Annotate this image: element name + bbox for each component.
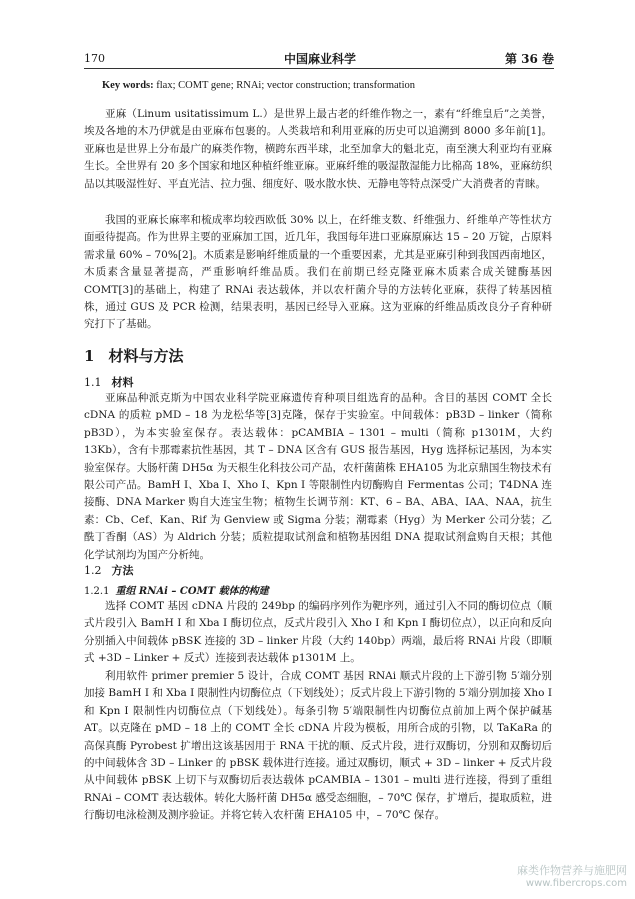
section-number: 1 <box>84 347 95 365</box>
page-number: 170 <box>84 52 105 65</box>
subsection-number: 1.1 <box>84 376 102 389</box>
keywords-text: flax; COMT gene; RNAi; vector construction; transformation <box>153 80 416 91</box>
subsubsection-number: 1.2.1 <box>84 586 110 597</box>
materials-paragraph: 亚麻品种派克斯为中国农业科学院亚麻遗传育种项目组选育的品种。含目的基因 COMT 全长 cDNA 的质粒 pMD – 18 为龙松华等[3]克隆，保存于实验室。中间载体：pB3D – linker（简称 pB3D），为本实验室保存。表达载体：pCAMBIA – 1301 – multi（简称 p1301M，大约 13Kb），含有卡那霉素抗性基因，其 T – DNA 区含有 GUS 报告基因，Hyg 选择标记基因，为本实验室保存。大肠杆菌 DH5α 为天根生化科技公司产品，农杆菌菌株 EHA105 为北京鼎国生物技术有限公司产品。BamH Ⅰ、Xba Ⅰ、Xho Ⅰ、Kpn Ⅰ 等限制性内切酶购自 Fermentas 公司；T4DNA 连接酶、DNA Marker 购自大连宝生物；植物生长调节剂：KT、6 – BA、ABA、IAA、NAA，抗生素：Cb、Cef、Kan、Rif 为 Genview 或 Sigma 分装；潮霉素（Hyg）为 Merker 公司分装；乙酰丁香酮（AS）为 Aldrich 分装；质粒提取试剂盒和植物基因组 DNA 提取试剂盒购自天根；其他化学试剂均为国产分析纯。 <box>84 392 552 561</box>
subsection-number: 1.2 <box>84 564 102 577</box>
subsubsection-title: 重组 RNAi – COMT 载体的构建 <box>115 586 269 597</box>
page-header <box>84 48 554 69</box>
site-watermark <box>517 862 627 889</box>
journal-title: 中国麻业科学 <box>284 52 357 66</box>
subsection-title: 方法 <box>111 564 134 577</box>
intro-paragraph-2: 我国的亚麻长麻率和梳成率均较西欧低 30% 以上，在纤维支数、纤维强力、纤维单产等性状方面亟待提高。作为世界主要的亚麻加工国，近几年，我国每年进口亚麻原麻达 15 – 20 万锭，占原料需求量 60% – 70%[2]。木质素是影响纤维质量的一个重要因素，尤其是亚麻引种到我国西南地区，木质素含量显著提高，严重影响纤维品质。我们在前期已经克隆亚麻木质素合成关键酶基因 COMT[3]的基础上，构建了 RNAi 表达载体，并以农杆菌介导的方法转化亚麻，获得了转基因植株，通过 GUS 及 PCR 检测，结果表明，基因已经导入亚麻。这为亚麻的纤维品质改良分子育种研究打下了基础。 <box>84 214 552 331</box>
subsection-heading-1-1 <box>84 374 134 390</box>
volume-label: 第 36 卷 <box>504 52 554 66</box>
section-title: 材料与方法 <box>108 347 184 365</box>
watermark-line-1: 麻类作物营养与施肥网 <box>517 864 627 877</box>
subsection-title: 材料 <box>111 376 134 389</box>
subsubsection-heading-1-2-1 <box>84 582 269 597</box>
methods-paragraph-1: 选择 COMT 基因 cDNA 片段的 249bp 的编码序列作为靶序列，通过引入不同的酶切位点（顺式片段引入 BamH Ⅰ 和 Xba Ⅰ 酶切位点，反式片段引入 Xho Ⅰ 和 Kpn Ⅰ 酶切位点），以正向和反向分别插入中间载体 pBSK 连接的 3D – linker 片段（大约 140bp）两端，最后将 RNAi 片段（即顺式 +3D – Linker + 反式）连接到表达载体 p1301M 上。 <box>84 600 552 665</box>
methods-paragraph-2: 利用软件 primer premier 5 设计，合成 COMT 基因 RNAi 顺式片段的上下游引物 5′端分别加接 BamH Ⅰ 和 Xba Ⅰ 限制性内切酶位点（下划线处）；反式片段上下游引物的 5′端分别加接 Xho Ⅰ 和 Kpn Ⅰ 限制性内切酶位点（下划线处）。每条引物 5′端限制性内切酶位点前加上两个保护碱基 AT。以克隆在 pMD – 18 上的 COMT 全长 cDNA 片段为模板，用所合成的引物，以 TaKaRa 的高保真酶 Pyrobest 扩增出这该基因用于 RNA 干扰的顺、反式片段，进行双酶切，分别和双酶切后的中间载体含 3D – Linker 的 pBSK 载体进行连接。通过双酶切，顺式 + 3D – linker + 反式片段从中间载体 pBSK 上切下与双酶切后表达载体 pCAMBIA – 1301 – multi 进行连接，得到了重组 RNAi – COMT 表达载体。转化大肠杆菌 DH5α 感受态细胞，– 70℃ 保存，扩增后，提取质粒，进行酶切电泳检测及测序验证。并将它转入农杆菌 EHA105 中，– 70℃ 保存。 <box>84 670 552 822</box>
subsection-heading-1-2 <box>84 562 134 578</box>
section-heading-1 <box>84 345 183 366</box>
watermark-line-2: www.fibercrops.com <box>525 878 627 889</box>
keywords-line <box>102 80 562 91</box>
keywords-label: Key words: <box>102 80 154 91</box>
intro-paragraph-1: 亚麻（Linum usitatissimum L.）是世界上最古老的纤维作物之一，素有“纤维皇后”之美誉，埃及各地的木乃伊就是由亚麻布包裹的。人类栽培和利用亚麻的历史可以追溯到 8000 多年前[1]。亚麻也是世界上分布最广的麻类作物，横跨东西半球，北至加拿大的魁北克，南至澳大利亚均有亚麻生长。全世界有 20 多个国家和地区种植纤维亚麻。亚麻纤维的吸湿散湿能力比棉高 18%，亚麻纺织品以其吸湿性好、平直光洁、拉力强、细度好、吸水散水快、无静电等特点深受广大消费者的青睐。 <box>84 108 552 190</box>
